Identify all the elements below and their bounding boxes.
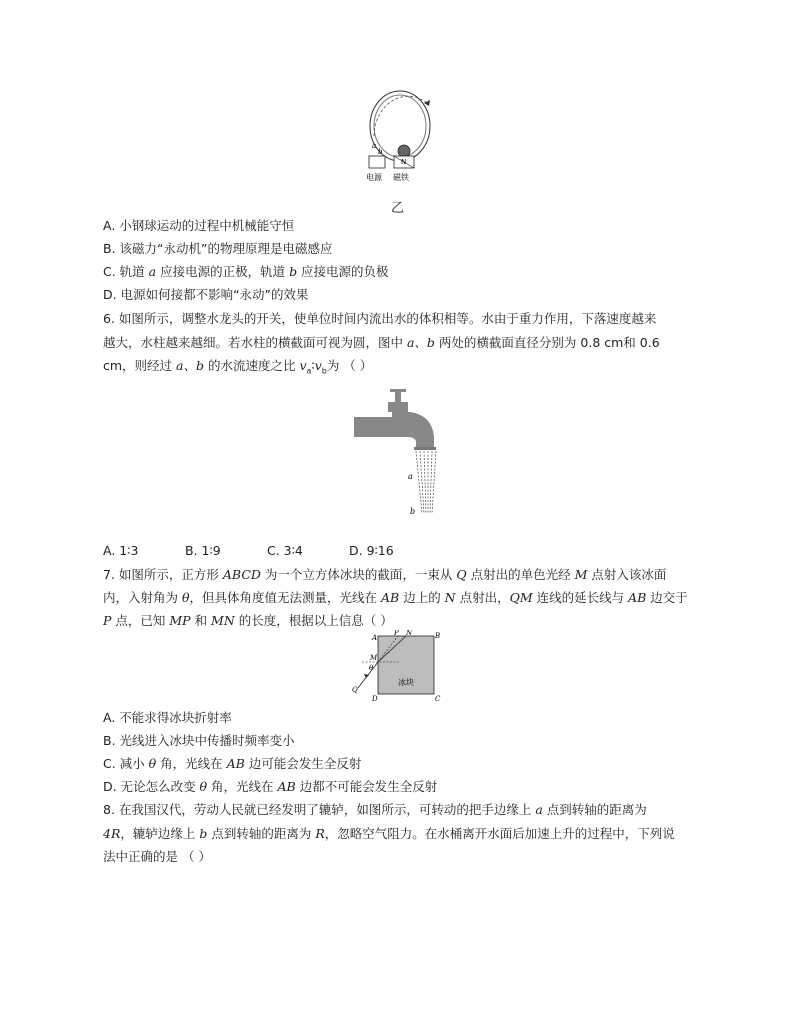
stream-label-a: a bbox=[408, 472, 413, 481]
q7-option-a: A. 不能求得冰块折射率 bbox=[103, 710, 232, 725]
q6-option-c: C. 3∶4 bbox=[267, 543, 303, 558]
q7-option-c: C. 减小 θ 角，光线在 AB 边可能会发生全反射 bbox=[103, 756, 362, 771]
label-power: 电源 bbox=[366, 173, 382, 182]
perpetual-motion-figure bbox=[360, 86, 440, 188]
faucet-pipe bbox=[354, 412, 434, 449]
label-A: A bbox=[372, 634, 378, 642]
arrow bbox=[424, 100, 430, 106]
q5-option-d: D. 电源如何接都不影响“永动”的效果 bbox=[103, 287, 309, 302]
label-N: N bbox=[406, 630, 413, 637]
q6-line-3: cm，则经过 a、b 的水流速度之比 $v_a∶v_b$为 （ ） bbox=[103, 358, 373, 376]
q8-line-1: 8. 在我国汉代，劳动人民就已经发明了辘轳，如图所示，可转动的把手边缘上 a 点到转轴的距离为 bbox=[103, 802, 647, 817]
faucet-handle-stem bbox=[395, 392, 401, 402]
dashed-path bbox=[374, 96, 428, 136]
label-theta: θ bbox=[369, 664, 374, 672]
label-a: a bbox=[372, 142, 377, 150]
stream-label-b: b bbox=[410, 507, 416, 516]
q6-option-d: D. 9∶16 bbox=[349, 543, 394, 558]
q7-option-d: D. 无论怎么改变 θ 角，光线在 AB 边都不可能会发生全反射 bbox=[103, 779, 438, 794]
ice-block-figure bbox=[340, 630, 452, 704]
label-P: P bbox=[394, 630, 399, 637]
label-B: B bbox=[435, 632, 441, 640]
q7-line-2: 内，入射角为 θ，但具体角度值无法测量，光线在 AB 边上的 N 点射出，QM 连线的延长线与 AB 边交于 bbox=[103, 590, 688, 605]
label-M: M bbox=[370, 654, 378, 662]
label-D: D bbox=[372, 695, 378, 703]
label-magnet: 磁铁 bbox=[393, 173, 409, 182]
q6-line-2: 越大，水柱越来越细。若水柱的横截面可视为圆，图中 a、b 两处的横截面直径分别为 0.8 cm和 0.6 bbox=[103, 335, 660, 350]
steel-ball bbox=[398, 145, 410, 157]
q5-option-a: A. 小钢球运动的过程中机械能守恒 bbox=[103, 218, 295, 233]
water-stream bbox=[416, 451, 436, 513]
power-source bbox=[369, 156, 385, 168]
label-C: C bbox=[435, 695, 441, 703]
faucet-figure bbox=[352, 385, 444, 531]
faucet-body bbox=[388, 402, 408, 412]
q7-line-1: 7. 如图所示，正方形 ABCD 为一个立方体冰块的截面，一束从 Q 点射出的单色光经 M 点射入该冰面 bbox=[103, 567, 667, 582]
q5-option-b: B. 该磁力“永动机”的物理原理是电磁感应 bbox=[103, 241, 333, 256]
q7-line-3: P 点，已知 MP 和 MN 的长度，根据以上信息（ ） bbox=[103, 613, 393, 628]
q6-option-a: A. 1∶3 bbox=[103, 543, 139, 558]
label-b: b bbox=[378, 148, 383, 156]
figure-caption-yi: 乙 bbox=[391, 201, 405, 216]
q8-line-2: 4R，辘轳边缘上 b 点到转轴的距离为 R，忽略空气阻力。在水桶离开水面后加速上升的过程中，下列说 bbox=[103, 826, 675, 841]
q5-option-c: C. 轨道 a 应接电源的正极，轨道 b 应接电源的负极 bbox=[103, 264, 389, 279]
q6-option-b: B. 1∶9 bbox=[185, 543, 221, 558]
label-Q: Q bbox=[352, 686, 358, 694]
q7-option-b: B. 光线进入冰块中传播时频率变小 bbox=[103, 733, 295, 748]
q6-line-1: 6. 如图所示，调整水龙头的开关，使单位时间内流出水的体积相等。水由于重力作用，下落速度越来 bbox=[103, 311, 657, 326]
label-ice: 冰块 bbox=[398, 678, 414, 687]
faucet-handle-top bbox=[390, 389, 406, 392]
faucet-mouth bbox=[414, 447, 436, 450]
label-n: N bbox=[401, 158, 407, 166]
q8-line-3: 法中正确的是 （ ） bbox=[103, 849, 211, 864]
